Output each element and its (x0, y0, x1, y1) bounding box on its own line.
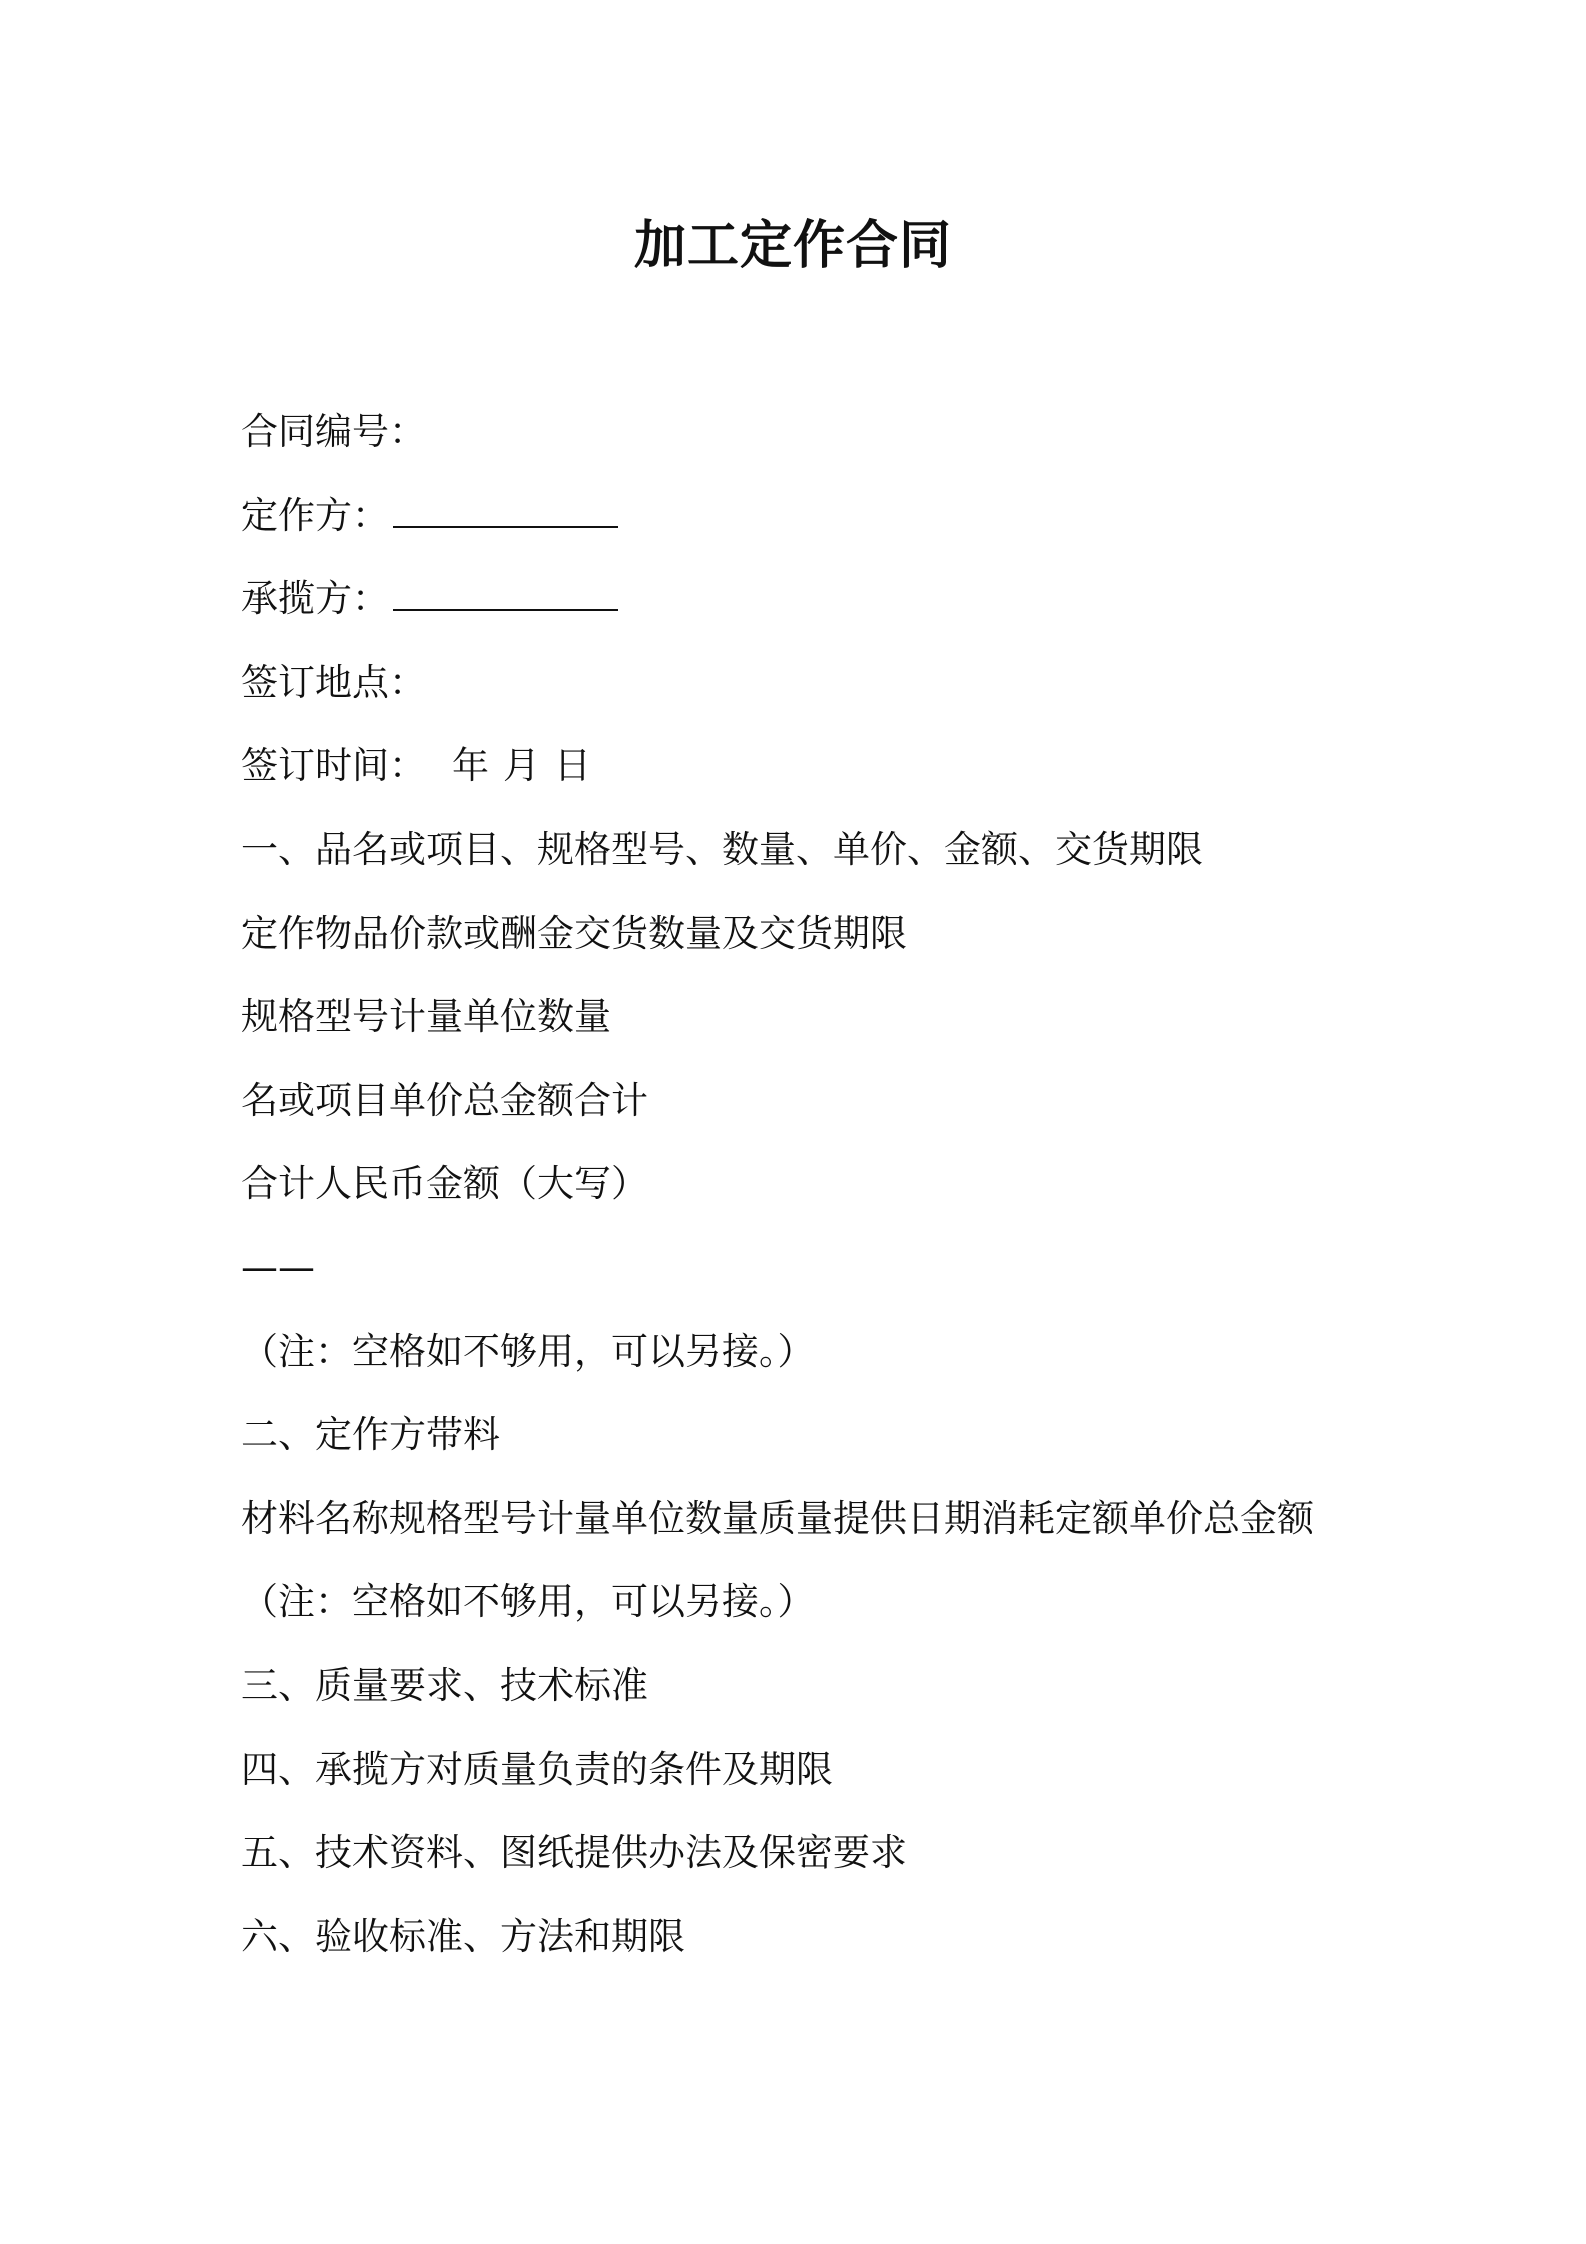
section-3-heading: 三、质量要求、技术标准 (241, 1663, 648, 1707)
section-4-heading: 四、承揽方对质量负责的条件及期限 (241, 1747, 833, 1791)
orderer-label: 定作方： (241, 493, 389, 537)
body-line: 定作物品价款或酬金交货数量及交货期限 (241, 911, 907, 955)
dash-line: —— (241, 1245, 315, 1289)
sign-place-line (241, 651, 1441, 735)
sign-time-year: 年 (452, 744, 489, 788)
contractor-blank-field[interactable] (393, 575, 618, 611)
section-6-heading: 六、验收标准、方法和期限 (241, 1914, 685, 1958)
orderer-blank-field[interactable] (393, 492, 618, 528)
note-line: （注：空格如不够用，可以另接。） (241, 1580, 815, 1624)
body-line: 规格型号计量单位数量 (241, 995, 611, 1039)
sign-time-label: 签订时间： (241, 744, 426, 788)
sign-time-month: 月 (503, 744, 540, 788)
section-1-heading: 一、品名或项目、规格型号、数量、单价、金额、交货期限 (241, 827, 1203, 871)
section-2-heading: 二、定作方带料 (241, 1413, 500, 1457)
contract-number-label: 合同编号： (241, 410, 426, 453)
body-line: 合计人民币金额（大写） (241, 1162, 648, 1206)
contractor-line (241, 567, 1441, 651)
sign-place-label: 签订地点： (241, 660, 426, 704)
note-line: （注：空格如不够用，可以另接。） (241, 1329, 815, 1373)
contractor-label: 承揽方： (241, 577, 389, 621)
body-line: 名或项目单价总金额合计 (241, 1078, 648, 1122)
document-title: 加工定作合同 (633, 216, 952, 276)
contract-body (241, 400, 1441, 1988)
contract-number-line (241, 400, 1441, 484)
sign-time-day: 日 (554, 744, 591, 788)
sign-time-line (241, 734, 1441, 818)
orderer-line (241, 484, 1441, 568)
section-5-heading: 五、技术资料、图纸提供办法及保密要求 (241, 1831, 907, 1875)
body-line: 材料名称规格型号计量单位数量质量提供日期消耗定额单价总金额 (241, 1496, 1314, 1540)
